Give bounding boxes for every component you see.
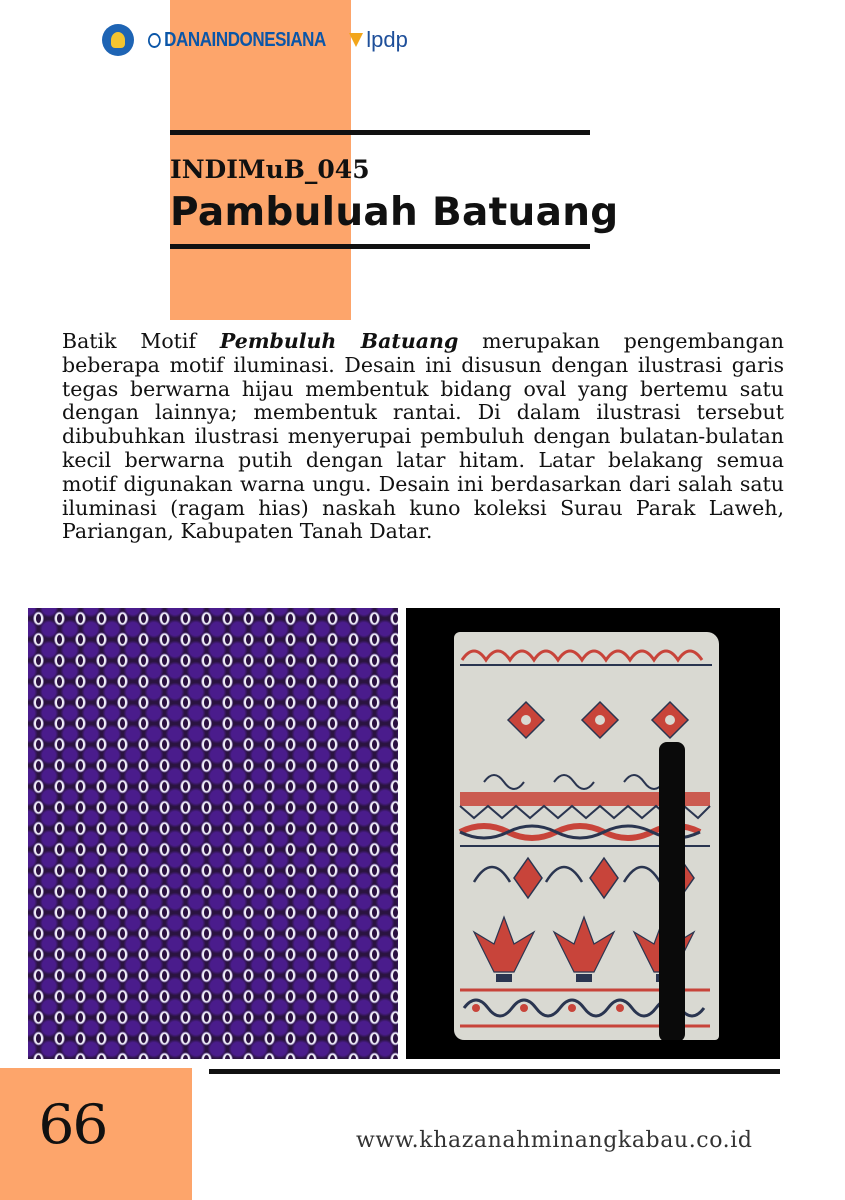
description-body: merupakan pengembangan beberapa motif iluminasi. Desain ini disusun dengan ilustrasi garis tegas berwarna hijau membentuk bidang oval yang bertemu satu dengan lainnya; membentuk rantai. Di dalam ilustrasi tersebut dibubuhkan ilustrasi menyerupai pembuluh dengan bulatan-bulatan kecil berwarna putih dengan latar hitam. Latar belakang semua motif digunakan warna ungu. Desain ini berdasarkan dari salah satu iluminasi (ragam hias) naskah kuno koleksi Surau Parak Laweh, Pariangan, Kabupaten Tanah Datar. [62,329,785,544]
dana-clock-icon [148,33,161,48]
description-paragraph [62,330,784,544]
dana-indonesiana-text: DANAINDONESIANA [164,28,326,51]
lpdp-logo [349,27,408,53]
dana-indonesiana-logo [148,29,326,52]
kemdikbud-logo-icon [102,24,134,56]
website-url: www.khazanahminangkabau.co.id [356,1128,753,1153]
lpdp-text: lpdp [366,27,408,52]
manuscript-illumination-photo [406,608,780,1059]
motif-name-emphasis: Pembuluh Batuang [219,329,459,353]
manuscript-page [454,632,719,1040]
batik-motif-pattern [26,608,400,1059]
page-tear [659,742,685,1040]
lpdp-flame-icon [349,33,363,47]
page-number: 66 [38,1093,107,1156]
entry-title: Pambuluah Batuang [170,190,619,235]
top-rule [170,130,590,135]
entry-code: INDIMuB_045 [170,155,370,184]
title-underline-rule [170,244,590,249]
sponsor-logos [102,22,408,58]
description-lead: Batik Motif [62,329,197,353]
footer-rule [209,1069,780,1074]
